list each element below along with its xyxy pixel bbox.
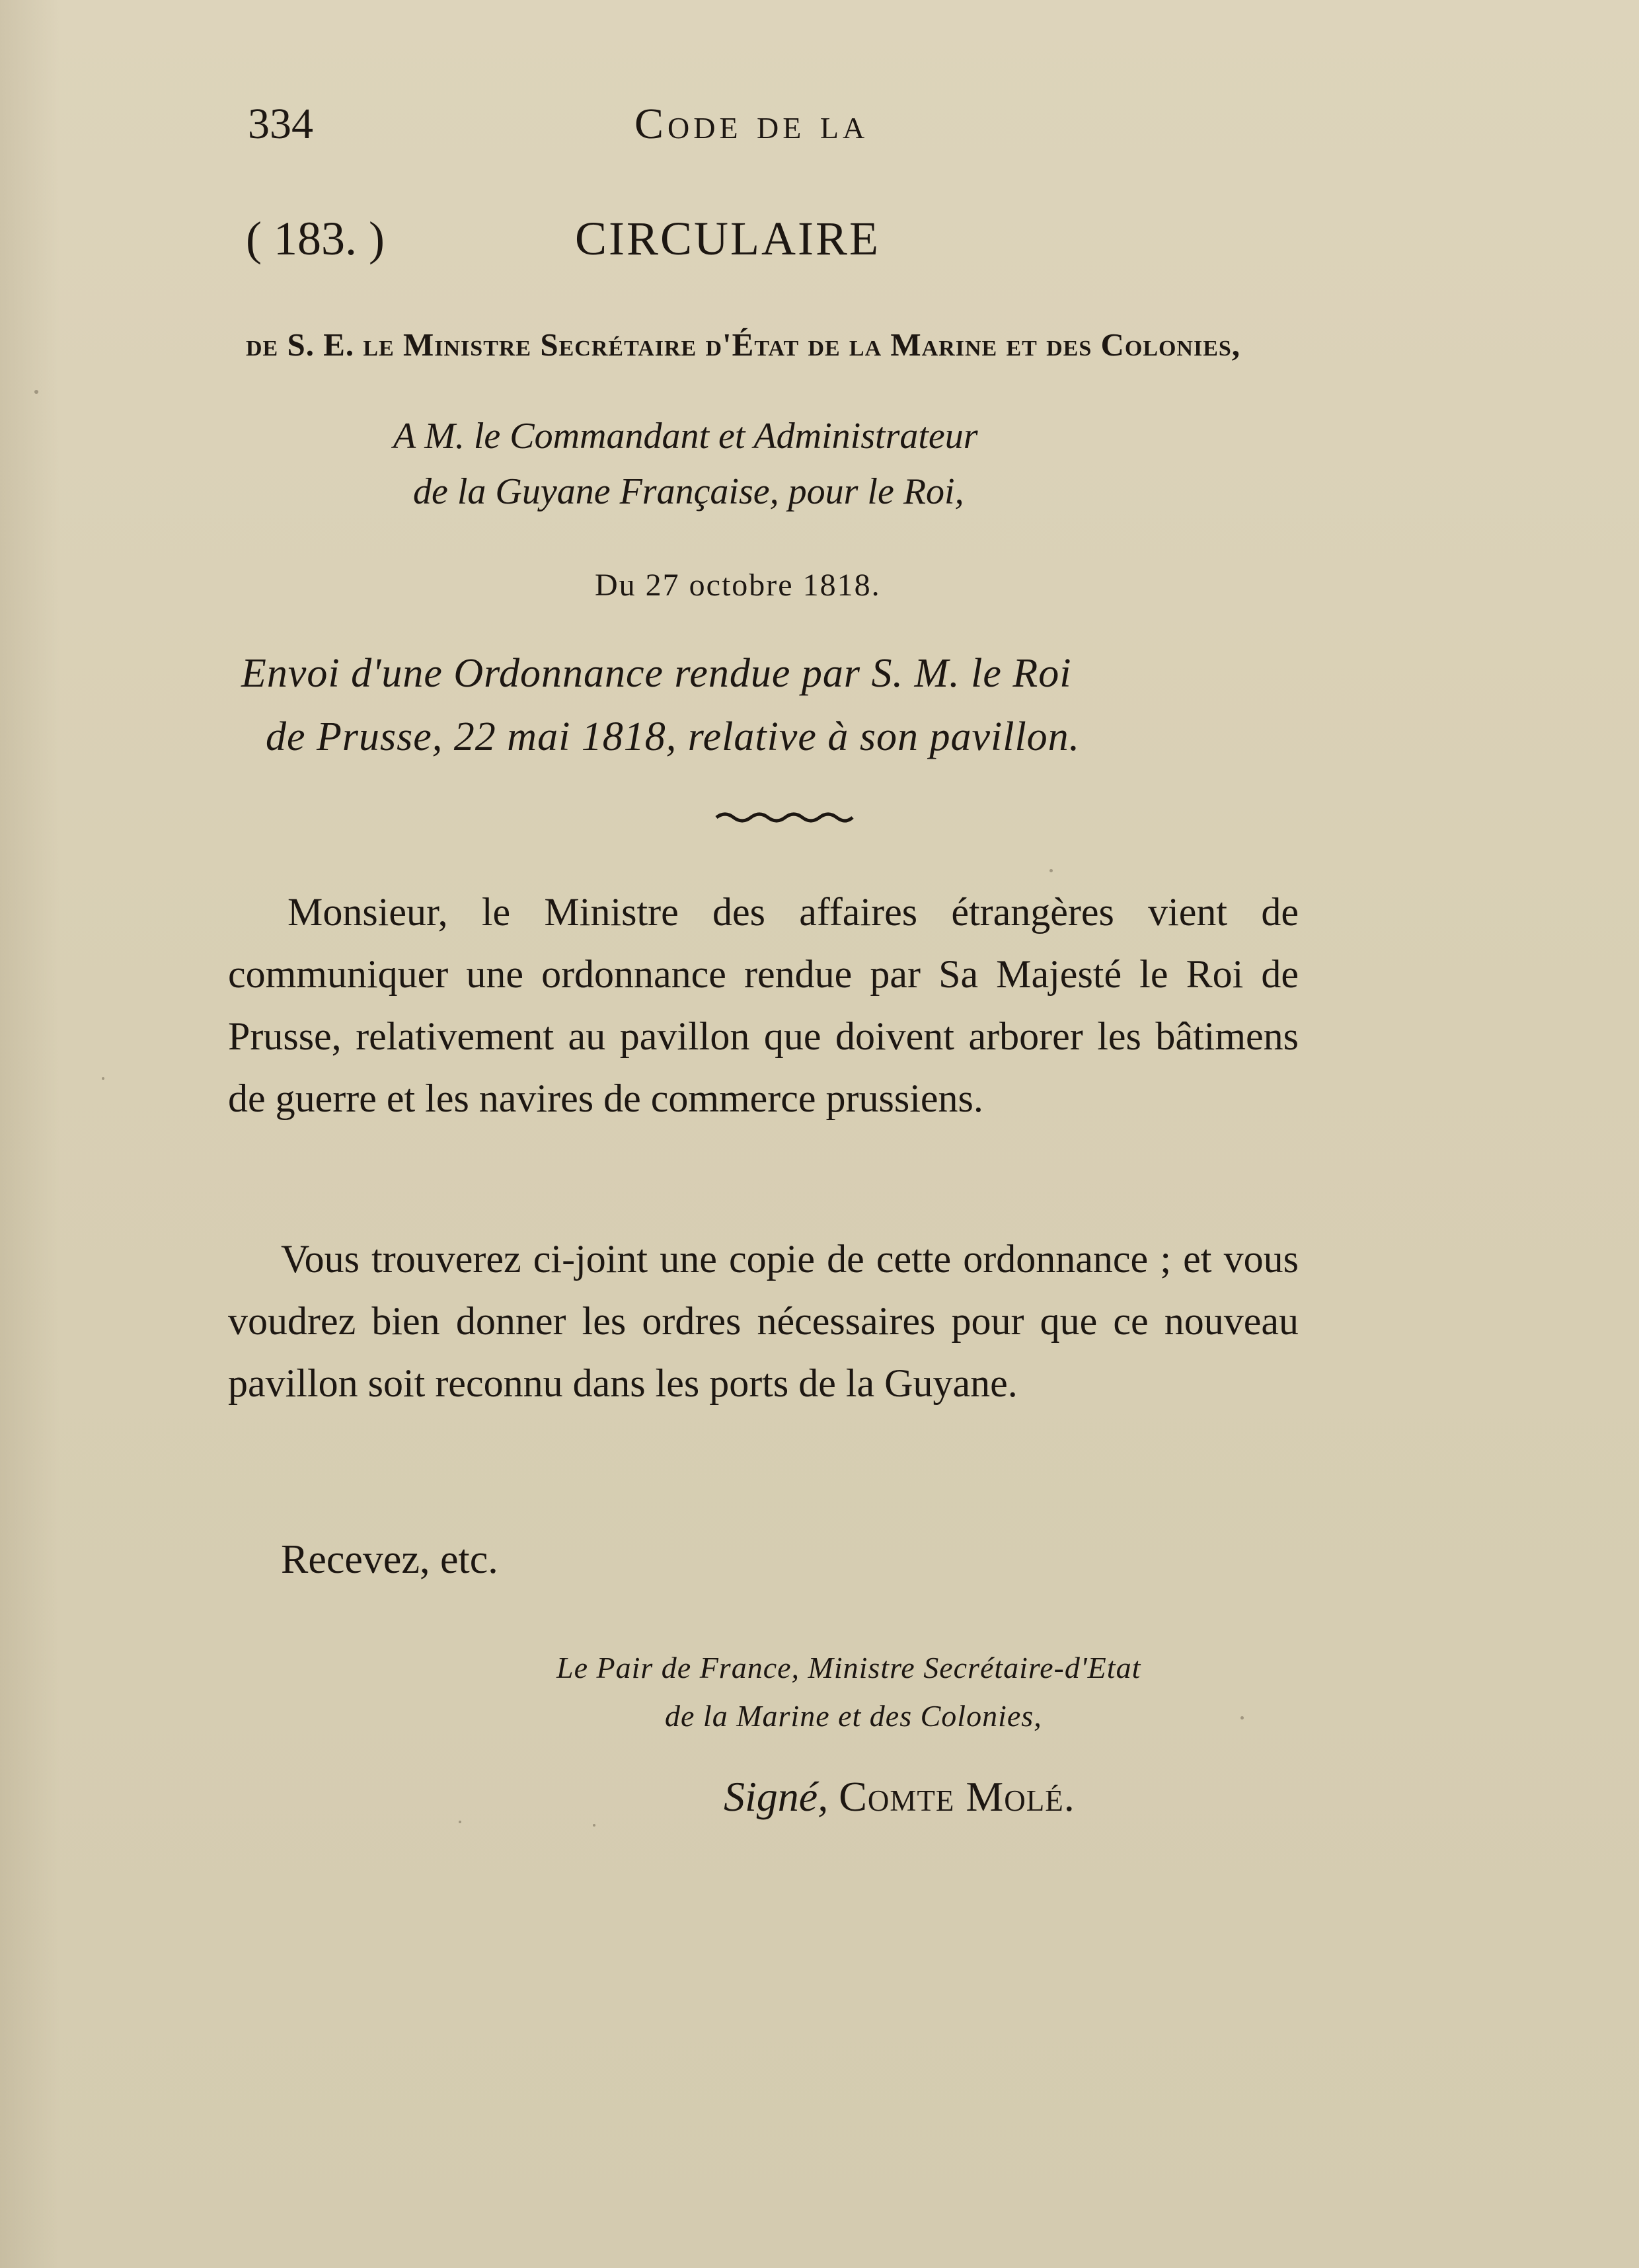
issuer-line: de S. E. le Ministre Secrétaire d'État de la Marine et des Colonies,: [246, 326, 1241, 363]
paper-speck: [1049, 869, 1053, 872]
signature-line: [724, 1772, 1075, 1821]
signatory-title-line-2: de la Marine et des Colonies,: [665, 1699, 1042, 1733]
signatory-title-line-1: Le Pair de France, Ministre Secrétaire-d'Etat: [556, 1651, 1141, 1684]
paper-speck: [102, 1077, 104, 1080]
body-paragraph-1: Monsieur, le Ministre des affaires étrangères vient de communiquer une ordonnance rendue par Sa Majesté le Roi de Prusse, relativement au pavillon que doivent arborer les bâtimens de guerre et les navires de commerce prussiens.: [228, 890, 1299, 1120]
document-number: ( 183. ): [246, 212, 385, 265]
addressee-line-1: A M. le Commandant et Administrateur: [393, 416, 978, 457]
document-type: CIRCULAIRE: [575, 212, 880, 265]
subject-line-2: de Prusse, 22 mai 1818, relative à son pavillon.: [266, 714, 1081, 759]
signatory-name: Comte Molé.: [839, 1773, 1075, 1820]
subject-line-1: Envoi d'une Ordonnance rendue par S. M. le Roi: [241, 651, 1072, 696]
document-date: Du 27 octobre 1818.: [595, 568, 881, 603]
page-number: 334: [248, 100, 313, 148]
ornament-divider: [715, 811, 854, 824]
paper-speck: [593, 1824, 595, 1827]
closing-formula: Recevez, etc.: [281, 1537, 498, 1582]
running-head: Code de la: [634, 100, 869, 148]
paper-speck: [459, 1821, 461, 1823]
paper-speck: [34, 390, 38, 394]
paper-speck: [1240, 1716, 1244, 1720]
signed-label: Signé,: [724, 1773, 829, 1820]
body-paragraph-2: Vous trouverez ci-joint une copie de cette ordonnance ; et vous voudrez bien donner les ordres nécessaires pour que ce nouveau pavillon soit reconnu dans les ports de la Guyane.: [228, 1237, 1299, 1405]
addressee-line-2: de la Guyane Française, pour le Roi,: [413, 471, 964, 512]
